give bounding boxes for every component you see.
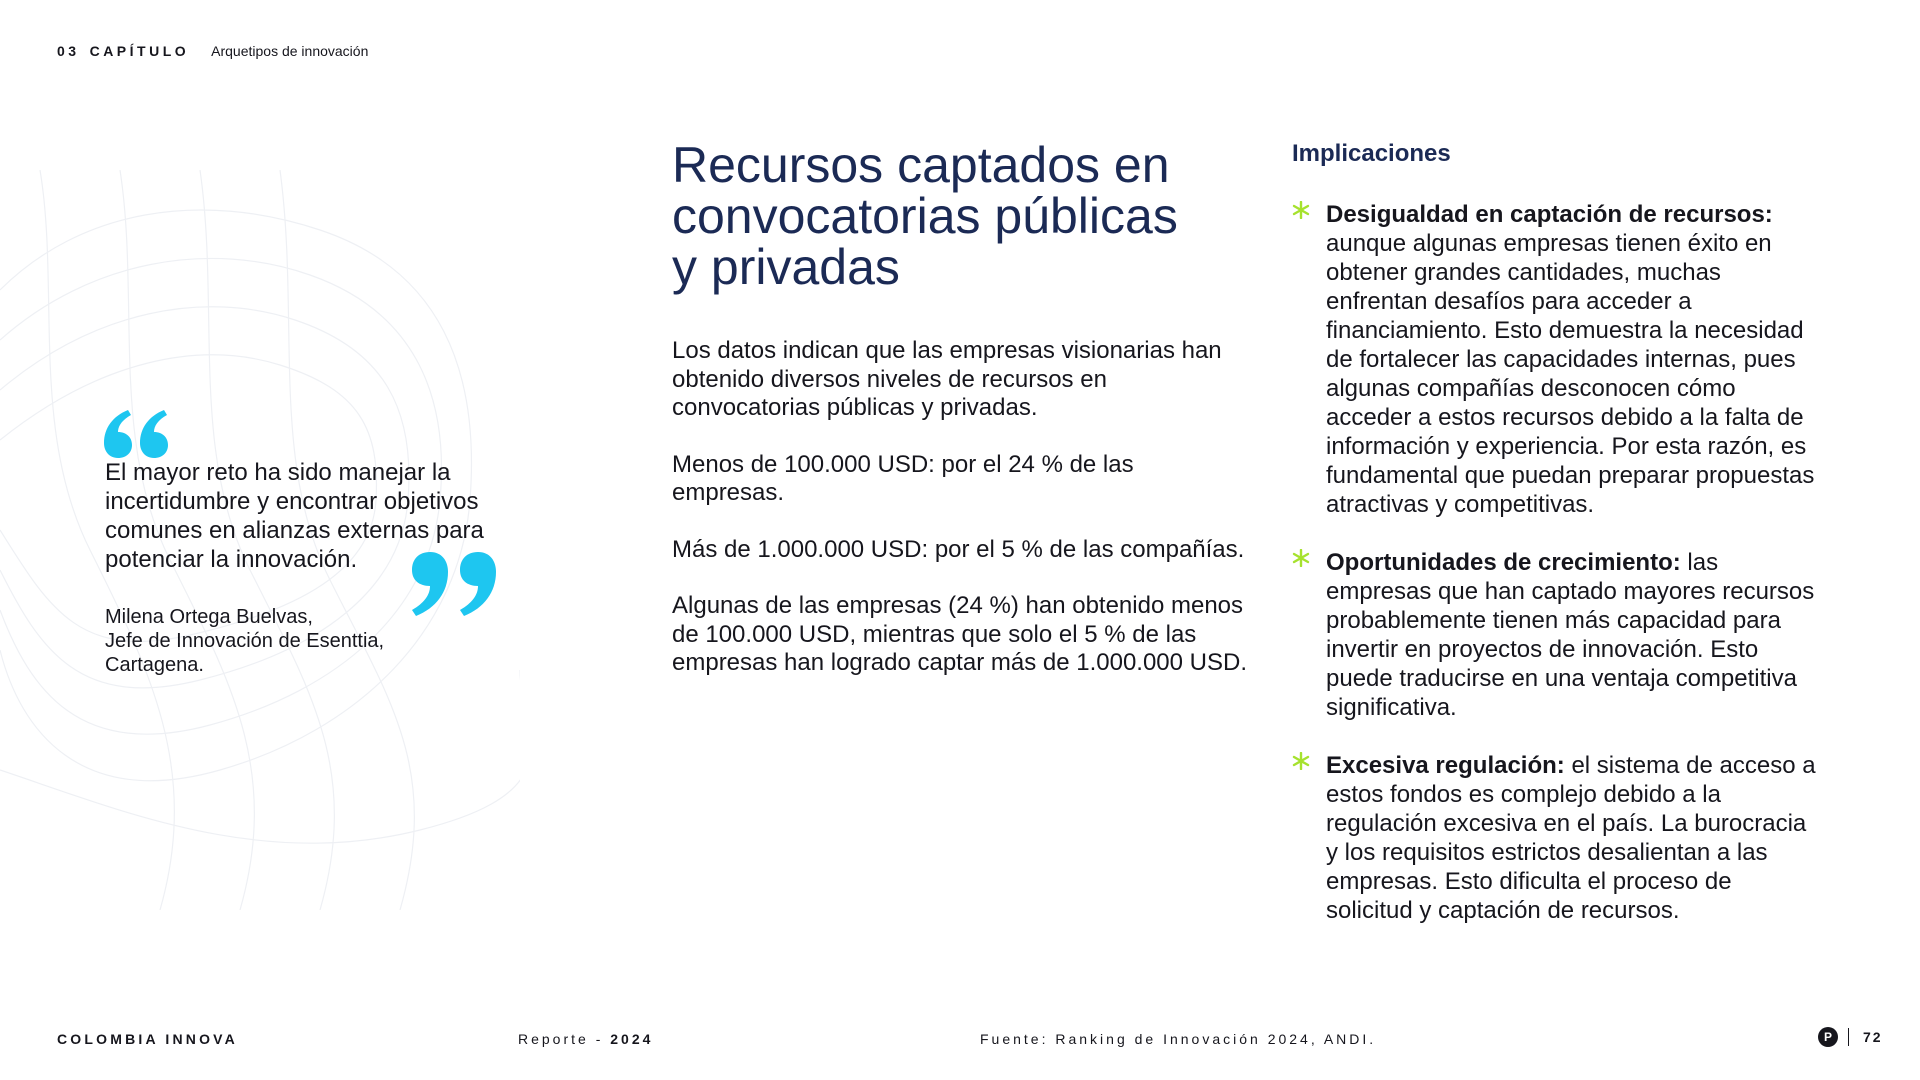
footer-divider: [1848, 1028, 1849, 1046]
implication-text: [1326, 200, 1822, 519]
footer-source: Fuente: Ranking de Innovación 2024, ANDI.: [980, 1031, 1377, 1047]
implications-list: [1292, 200, 1822, 954]
asterisk-icon: [1292, 752, 1310, 770]
title-line: y privadas: [672, 239, 900, 295]
author-city: Cartagena.: [105, 654, 204, 676]
list-item: [1292, 548, 1822, 722]
footer-page-info: [1818, 1027, 1883, 1047]
implication-body: las empresas que han captado mayores recursos probablemente tienen más capacidad para invertir en proyectos de innovación. Esto puede traducirse en una ventaja competitiva significativa.: [1326, 549, 1815, 721]
author-name: Milena Ortega Buelvas,: [105, 606, 313, 628]
body-paragraph: Algunas de las empresas (24 %) han obtenido menos de 100.000 USD, mientras que solo el 5 % de las empresas han logrado captar más de 1.000.000 USD.: [672, 592, 1248, 676]
report-year: 2024: [610, 1031, 654, 1047]
page-title: [672, 137, 1232, 295]
quote-text: El mayor reto ha sido manejar la incertidumbre y encontrar objetivos comunes en alianzas externas para potenciar la innovación.: [105, 459, 484, 573]
footer-report: [518, 1031, 653, 1047]
implication-text: [1326, 548, 1822, 722]
implications-heading: Implicaciones: [1292, 140, 1451, 167]
chapter-label: CAPÍTULO: [89, 43, 190, 59]
implication-body: el sistema de acceso a estos fondos es complejo debido a la regulación excesiva en el país. La burocracia y los requisitos estrictos desalientan a las empresas. Esto dificulta el proceso de solicitud y captación de recursos.: [1326, 752, 1816, 924]
chapter-title: Arquetipos de innovación: [211, 43, 369, 59]
quote-author: [105, 605, 465, 677]
page-number: 72: [1863, 1029, 1883, 1045]
implication-title: Desigualdad en captación de recursos:: [1326, 201, 1773, 228]
body-text: [672, 337, 1247, 706]
title-line: Recursos captados en: [672, 137, 1170, 193]
chapter-header: [57, 43, 368, 59]
open-quote-icon: [104, 410, 168, 458]
implication-title: Oportunidades de crecimiento:: [1326, 549, 1681, 576]
title-line: convocatorias públicas: [672, 188, 1178, 244]
list-item: [1292, 200, 1822, 519]
asterisk-icon: [1292, 549, 1310, 567]
body-paragraph: Los datos indican que las empresas visionarias han obtenido diversos niveles de recursos en convocatorias públicas y privadas.: [672, 337, 1222, 421]
body-paragraph: Más de 1.000.000 USD: por el 5 % de las compañías.: [672, 535, 1245, 563]
p-logo-icon: P: [1818, 1027, 1838, 1047]
body-paragraph: Menos de 100.000 USD: por el 24 % de las empresas.: [672, 450, 1134, 506]
implication-body: aunque algunas empresas tienen éxito en obtener grandes cantidades, muchas enfrentan desafíos para acceder a financiamiento. Esto demuestra la necesidad de fortalecer las capacidades internas, pues algunas compañías desconocen cómo acceder a estos recursos debido a la falta de información y experiencia. Por esta razón, es fundamental que puedan preparar propuestas atractivas y competitivas.: [1326, 230, 1815, 518]
report-label: Reporte -: [518, 1031, 611, 1047]
implication-title: Excesiva regulación:: [1326, 752, 1565, 779]
footer-brand: COLOMBIA INNOVA: [57, 1031, 238, 1047]
chapter-number: 03: [57, 43, 80, 59]
list-item: [1292, 751, 1822, 925]
asterisk-icon: [1292, 201, 1310, 219]
implication-text: [1326, 751, 1822, 925]
author-role: Jefe de Innovación de Esenttia,: [105, 630, 385, 652]
